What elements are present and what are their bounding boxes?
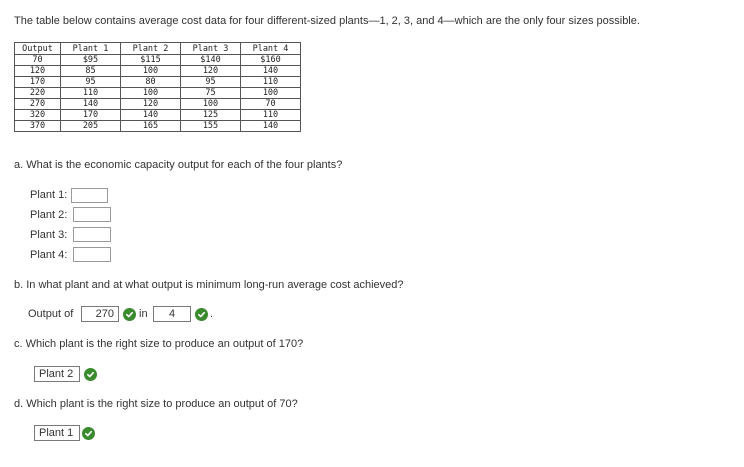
- table-cell: 125: [181, 110, 241, 121]
- table-cell: 140: [241, 121, 301, 132]
- intro-text: The table below contains average cost data for four different-sized plants—1, 2, 3, and 4—which are the only four sizes possible.: [14, 15, 640, 27]
- table-cell: $95: [61, 55, 121, 66]
- table-header-row: [15, 43, 301, 55]
- table-cell: 165: [121, 121, 181, 132]
- table-cell: $140: [181, 55, 241, 66]
- part-d-answer-select[interactable]: Plant 1: [34, 425, 80, 441]
- plant-4-input[interactable]: [73, 247, 111, 262]
- check-circle-icon: [82, 427, 95, 440]
- part-a-question: a. What is the economic capacity output for each of the four plants?: [14, 159, 343, 171]
- plant-answer-field[interactable]: 4: [153, 306, 191, 322]
- table-cell: 120: [181, 66, 241, 77]
- table-header-cell: Plant 4: [241, 43, 301, 55]
- plant-3-label: Plant 3:: [30, 229, 68, 241]
- table-row: [15, 121, 301, 132]
- table-row: [15, 55, 301, 66]
- table-cell: 140: [241, 66, 301, 77]
- table-cell: 140: [121, 110, 181, 121]
- table-cell: 170: [15, 77, 61, 88]
- table-cell: 110: [241, 110, 301, 121]
- table-row: [15, 110, 301, 121]
- plant-3-input[interactable]: [73, 227, 111, 242]
- table-cell: 85: [61, 66, 121, 77]
- table-cell: 100: [241, 88, 301, 99]
- table-cell: 110: [61, 88, 121, 99]
- table-cell: 100: [121, 66, 181, 77]
- table-cell: 70: [241, 99, 301, 110]
- period-text: .: [210, 308, 214, 320]
- table-cell: 220: [15, 88, 61, 99]
- check-circle-icon: [195, 308, 208, 321]
- table-row: [15, 88, 301, 99]
- plant-4-label: Plant 4:: [30, 249, 68, 261]
- table-cell: 100: [181, 99, 241, 110]
- table-cell: 155: [181, 121, 241, 132]
- table-cell: 170: [61, 110, 121, 121]
- table-cell: 320: [15, 110, 61, 121]
- table-cell: $115: [121, 55, 181, 66]
- table-header-cell: Output: [15, 43, 61, 55]
- output-of-label: Output of: [28, 308, 74, 320]
- table-cell: 120: [121, 99, 181, 110]
- check-circle-icon: [84, 368, 97, 381]
- table-header-cell: Plant 1: [61, 43, 121, 55]
- cost-table: [14, 42, 301, 132]
- part-d-question: d. Which plant is the right size to produce an output of 70?: [14, 398, 298, 410]
- table-row: [15, 66, 301, 77]
- in-label: in: [139, 308, 148, 320]
- table-cell: 100: [121, 88, 181, 99]
- output-answer-field[interactable]: 270: [81, 306, 119, 322]
- table-row: [15, 77, 301, 88]
- part-c-question: c. Which plant is the right size to produce an output of 170?: [14, 338, 304, 350]
- table-cell: 70: [15, 55, 61, 66]
- table-cell: 370: [15, 121, 61, 132]
- table-cell: 110: [241, 77, 301, 88]
- table-cell: 120: [15, 66, 61, 77]
- part-c-answer-select[interactable]: Plant 2: [34, 366, 80, 382]
- table-cell: 80: [121, 77, 181, 88]
- part-b-question: b. In what plant and at what output is minimum long-run average cost achieved?: [14, 279, 404, 291]
- plant-2-input[interactable]: [73, 207, 111, 222]
- table-header-cell: Plant 3: [181, 43, 241, 55]
- table-cell: 270: [15, 99, 61, 110]
- plant-2-label: Plant 2:: [30, 209, 68, 221]
- table-cell: 140: [61, 99, 121, 110]
- table-body: [15, 55, 301, 132]
- table-cell: 95: [61, 77, 121, 88]
- plant-1-label: Plant 1:: [30, 189, 68, 201]
- table-cell: 75: [181, 88, 241, 99]
- table-row: [15, 99, 301, 110]
- check-circle-icon: [123, 308, 136, 321]
- table-cell: 95: [181, 77, 241, 88]
- table-cell: $160: [241, 55, 301, 66]
- table-cell: 205: [61, 121, 121, 132]
- plant-1-input[interactable]: [71, 188, 108, 203]
- table-header-cell: Plant 2: [121, 43, 181, 55]
